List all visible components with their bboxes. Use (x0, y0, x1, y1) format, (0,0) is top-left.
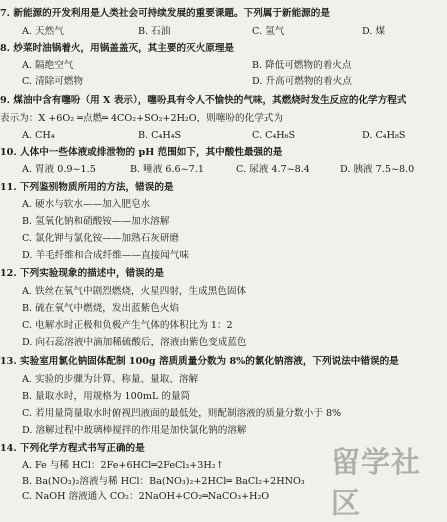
q12-option-a: A. 铁丝在氧气中剧烈燃烧，火星四射，生成黑色固体 (22, 286, 247, 297)
q13-option-c: C. 若用量筒量取水时俯视凹液面的最低处，则配制溶液的质量分数小于 8% (22, 408, 342, 419)
q7-option-a: A. 天然气 (22, 26, 64, 37)
q9-option-a: A. CH₄ (22, 130, 55, 141)
q8-option-c: C. 清除可燃物 (22, 76, 84, 87)
q13-stem: 13. 实验室用氯化钠固体配制 100g 溶质质量分数为 8%的氯化钠溶液，下列说法中错误的是 (0, 356, 399, 367)
q14-stem: 14. 下列化学方程式书写正确的是 (0, 443, 145, 454)
site-watermark (331, 445, 443, 520)
q7-options (0, 25, 447, 39)
q8-option-d: D. 升高可燃物的着火点 (252, 76, 352, 87)
q7-option-d: D. 煤 (362, 26, 386, 37)
q8-options-row2 (0, 75, 447, 89)
q11-option-d: D. 羊毛纤维和合成纤维——直接闻气味 (22, 250, 189, 261)
q12-option-b: B. 硫在氧气中燃烧，发出蓝紫色火焰 (22, 303, 180, 314)
q7-stem: 7. 新能源的开发利用是人类社会可持续发展的重要课题。下列属于新能源的是 (0, 8, 330, 19)
q12-option-c: C. 电解水时正极和负极产生气体的体积比为 1：2 (22, 320, 233, 331)
q13-option-d: D. 溶解过程中玻璃棒搅拌的作用是加快氯化钠的溶解 (22, 425, 247, 436)
q8-option-b: B. 降低可燃物的着火点 (252, 60, 352, 71)
q10-option-a: A. 胃液 0.9~1.5 (22, 164, 96, 175)
q10-options (0, 163, 447, 177)
q12-option-d: D. 向石蕊溶液中滴加稀硫酸后，溶液由紫色变成蓝色 (22, 337, 247, 348)
q10-option-c: C. 尿液 4.7~8.4 (236, 164, 310, 175)
q14-option-c: C. NaOH 溶液通入 CO₂：2NaOH+CO₂═NaCO₃+H₂O (22, 491, 270, 502)
q8-stem: 8. 炒菜时油锅着火，用锅盖盖灭，其主要的灭火原理是 (0, 43, 235, 54)
q9-option-b: B. C₄H₄S (138, 130, 182, 141)
q11-option-c: C. 氯化钾与氯化铵——加熟石灰研磨 (22, 233, 180, 244)
q9-option-d: D. C₄H₈S (362, 130, 406, 141)
q8-option-a: A. 隔绝空气 (22, 60, 74, 71)
q10-option-b: B. 唾液 6.6~7.1 (130, 164, 204, 175)
q9-stem-line2: 表示为：X +6O₂ ═点燃═ 4CO₂+SO₂+2H₂O，则噻吩的化学式为 (0, 113, 283, 124)
q14-option-b: B. Ba(NO₃)₂溶液与稀 HCl：Ba(NO₃)₂+2HCl═ BaCl₂+2HNO₃ (22, 476, 305, 487)
q9-stem-line1: 9. 煤油中含有噻吩（用 X 表示），噻吩具有令人不愉快的气味，其燃烧时发生反应的化学方程式 (0, 95, 407, 106)
q13-option-b: B. 量取水时，用规格为 100mL 的量筒 (22, 391, 191, 402)
q10-option-d: D. 胰液 7.5~8.0 (340, 164, 415, 175)
q10-stem: 10. 人体中一些体液或排泄物的 pH 范围如下，其中酸性最强的是 (0, 147, 283, 158)
q11-option-a: A. 硬水与软水——加入肥皂水 (22, 199, 151, 210)
q13-option-a: A. 实验的步骤为计算、称量、量取、溶解 (22, 374, 199, 385)
q7-option-c: C. 氢气 (252, 26, 285, 37)
q8-options-row1 (0, 59, 447, 73)
q7-option-b: B. 石油 (138, 26, 171, 37)
q14-option-a: A. Fe 与稀 HCl：2Fe+6HCl═2FeCl₃+3H₂↑ (22, 460, 224, 471)
q9-option-c: C. C₄H₆S (252, 130, 296, 141)
q11-option-b: B. 氢氧化钠和硝酸铵——加水溶解 (22, 216, 170, 227)
q12-stem: 12. 下列实验现象的描述中，错误的是 (0, 268, 164, 279)
q11-stem: 11. 下列鉴别物质所用的方法，错误的是 (0, 182, 174, 193)
q9-options (0, 129, 447, 143)
watermark-text: 留学社区 (331, 445, 422, 520)
